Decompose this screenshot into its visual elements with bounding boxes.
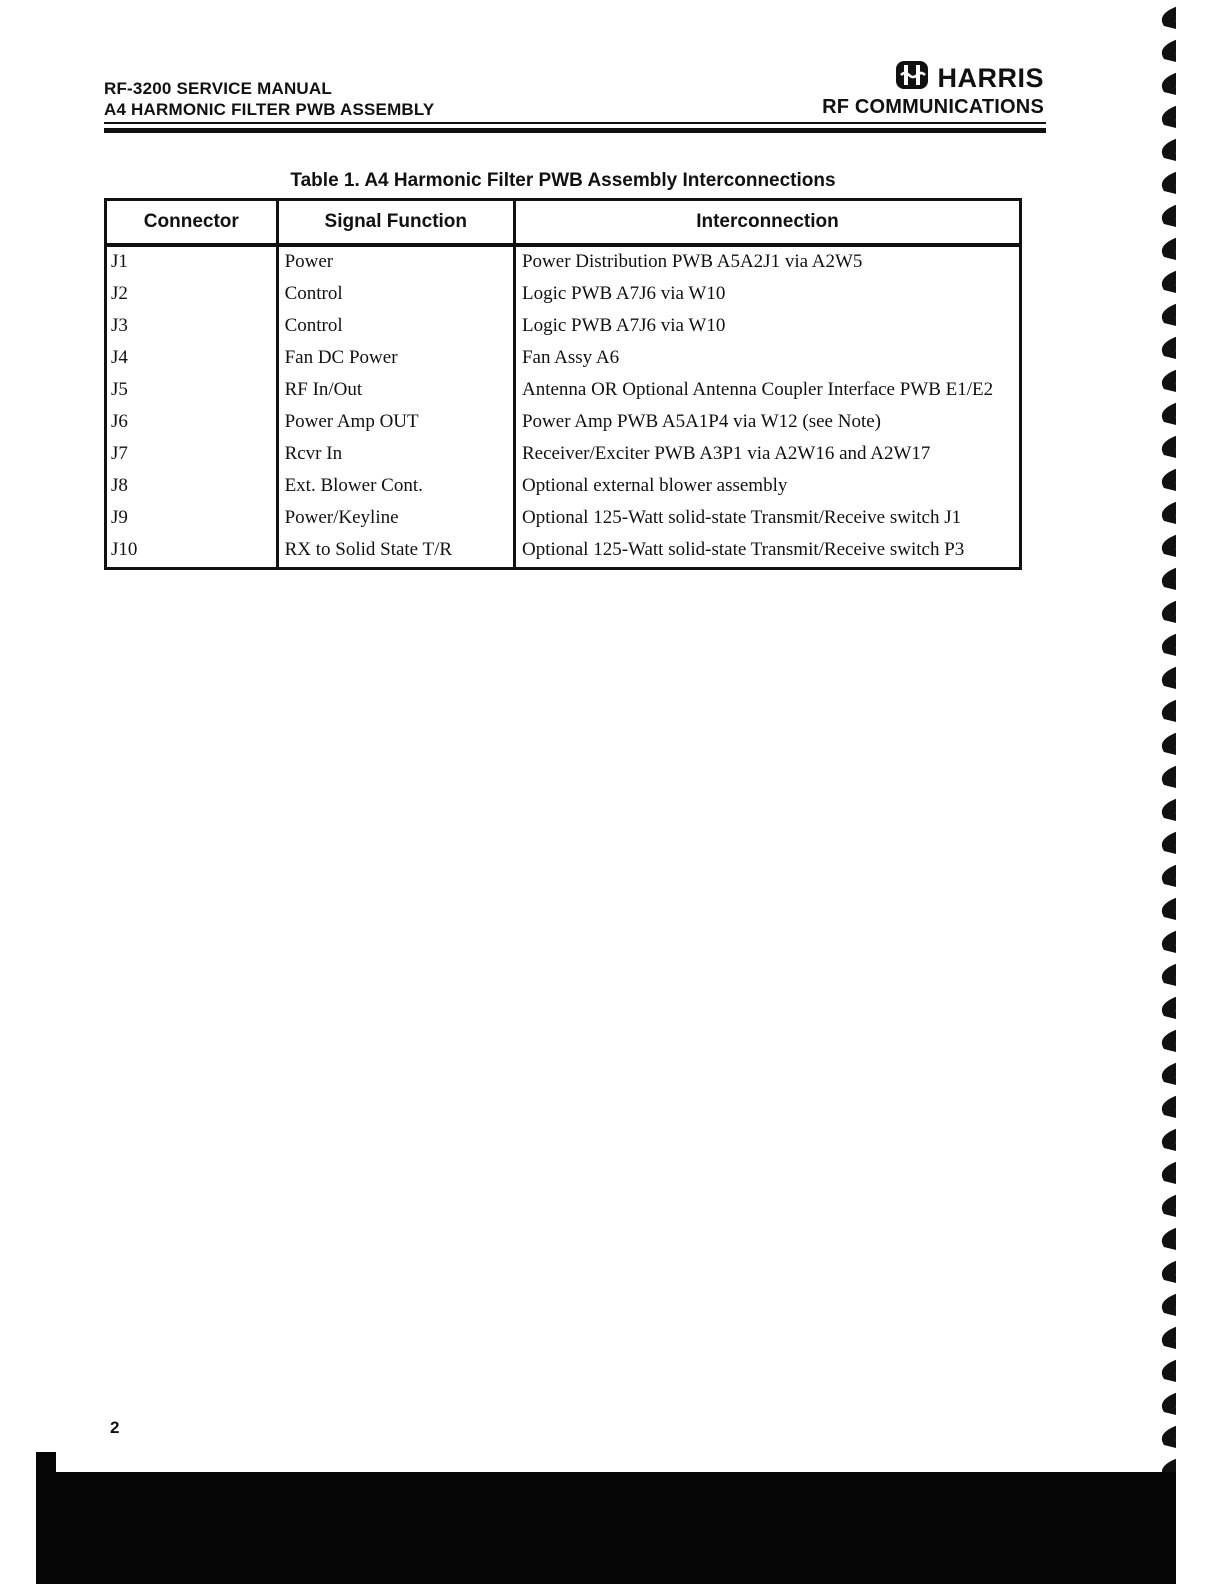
column-header-signal-function: Signal Function — [277, 200, 514, 246]
column-header-interconnection: Interconnection — [514, 200, 1020, 246]
interconnection-cell: Optional 125-Watt solid-state Transmit/Receive switch P3 — [514, 535, 1020, 569]
connector-cell: J8 — [106, 471, 278, 503]
signal-function-cell: Control — [277, 279, 514, 311]
page-margin-right — [1176, 0, 1224, 1584]
signal-function-cell: Ext. Blower Cont. — [277, 471, 514, 503]
interconnection-cell: Receiver/Exciter PWB A3P1 via A2W16 and A2W17 — [514, 439, 1020, 471]
connector-cell: J2 — [106, 279, 278, 311]
signal-function-cell: Power/Keyline — [277, 503, 514, 535]
section-title: A4 HARMONIC FILTER PWB ASSEMBLY — [104, 100, 435, 119]
manual-title: RF-3200 SERVICE MANUAL — [104, 79, 332, 98]
interconnection-cell: Optional external blower assembly — [514, 471, 1020, 503]
connector-cell: J10 — [106, 535, 278, 569]
scan-shadow-bottom — [36, 1472, 1176, 1584]
table-row — [106, 375, 1021, 407]
page-number: 2 — [110, 1418, 120, 1437]
connector-cell: J4 — [106, 343, 278, 375]
brand-subtitle: RF COMMUNICATIONS — [822, 96, 1044, 118]
signal-function-cell: RF In/Out — [277, 375, 514, 407]
interconnections-table — [104, 198, 1022, 570]
signal-function-cell: Control — [277, 311, 514, 343]
connector-cell: J7 — [106, 439, 278, 471]
interconnection-cell: Antenna OR Optional Antenna Coupler Interface PWB E1/E2 — [514, 375, 1020, 407]
connector-cell: J6 — [106, 407, 278, 439]
signal-function-cell: Power — [277, 245, 514, 279]
connector-cell: J3 — [106, 311, 278, 343]
brand-name: HARRIS — [937, 62, 1044, 93]
signal-function-cell: Fan DC Power — [277, 343, 514, 375]
interconnection-cell: Logic PWB A7J6 via W10 — [514, 279, 1020, 311]
column-header-connector: Connector — [106, 200, 278, 246]
connector-cell: J1 — [106, 245, 278, 279]
signal-function-cell: RX to Solid State T/R — [277, 535, 514, 569]
table-row — [106, 439, 1021, 471]
table-row — [106, 535, 1021, 569]
table-row — [106, 471, 1021, 503]
running-header — [104, 78, 434, 120]
table-title: Table 1. A4 Harmonic Filter PWB Assembly Interconnections — [290, 170, 836, 191]
table-row — [106, 311, 1021, 343]
company-header — [822, 60, 1044, 119]
header-rule-thin — [104, 122, 1046, 124]
harris-logo-icon — [895, 60, 929, 95]
table-row — [106, 503, 1021, 535]
table-row — [106, 407, 1021, 439]
signal-function-cell: Power Amp OUT — [277, 407, 514, 439]
connector-cell: J5 — [106, 375, 278, 407]
header-rule-thick — [104, 128, 1046, 133]
table-row — [106, 279, 1021, 311]
connector-cell: J9 — [106, 503, 278, 535]
table-header-row — [106, 200, 1021, 246]
signal-function-cell: Rcvr In — [277, 439, 514, 471]
interconnection-cell: Fan Assy A6 — [514, 343, 1020, 375]
interconnection-cell: Power Amp PWB A5A1P4 via W12 (see Note) — [514, 407, 1020, 439]
table-row — [106, 343, 1021, 375]
table-row — [106, 245, 1021, 279]
interconnection-cell: Optional 125-Watt solid-state Transmit/Receive switch J1 — [514, 503, 1020, 535]
interconnection-cell: Power Distribution PWB A5A2J1 via A2W5 — [514, 245, 1020, 279]
interconnection-cell: Logic PWB A7J6 via W10 — [514, 311, 1020, 343]
